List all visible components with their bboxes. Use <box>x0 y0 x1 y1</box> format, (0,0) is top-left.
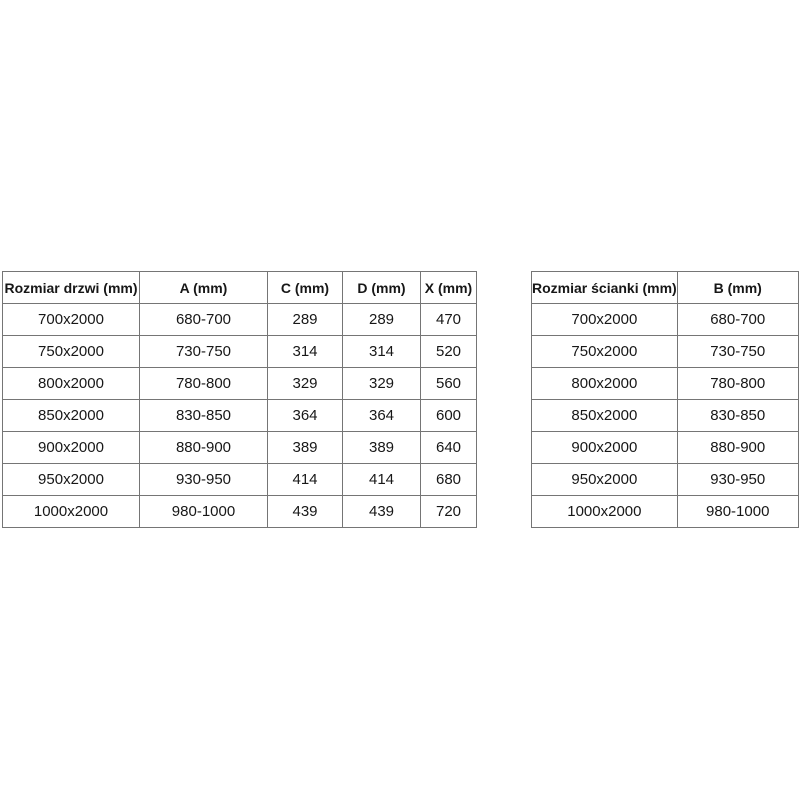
table-cell: 289 <box>343 304 421 336</box>
table-row <box>532 464 799 496</box>
table-row <box>532 432 799 464</box>
table-cell: 329 <box>268 368 343 400</box>
table-cell: 980-1000 <box>140 496 268 528</box>
table-cell: 850x2000 <box>532 400 678 432</box>
table-cell: 520 <box>421 336 477 368</box>
table-cell: 800x2000 <box>532 368 678 400</box>
table-cell: 730-750 <box>677 336 798 368</box>
table-row <box>3 336 477 368</box>
table-cell: 880-900 <box>140 432 268 464</box>
wall-table-body <box>532 304 799 528</box>
table-row <box>532 368 799 400</box>
table-cell: 439 <box>268 496 343 528</box>
door-size-table <box>2 271 477 528</box>
table-row <box>3 304 477 336</box>
table-cell: 470 <box>421 304 477 336</box>
table-cell: 1000x2000 <box>532 496 678 528</box>
table-cell: 680-700 <box>677 304 798 336</box>
dimension-tables <box>2 271 799 528</box>
column-header-d: D (mm) <box>343 272 421 304</box>
table-cell: 780-800 <box>677 368 798 400</box>
wall-size-table <box>531 271 799 528</box>
table-row <box>3 496 477 528</box>
table-row <box>3 432 477 464</box>
table-row <box>532 496 799 528</box>
door-table-body <box>3 304 477 528</box>
table-cell: 439 <box>343 496 421 528</box>
table-cell: 930-950 <box>140 464 268 496</box>
column-header-a: A (mm) <box>140 272 268 304</box>
table-cell: 314 <box>343 336 421 368</box>
table-cell: 1000x2000 <box>3 496 140 528</box>
table-cell: 980-1000 <box>677 496 798 528</box>
table-cell: 600 <box>421 400 477 432</box>
column-header-c: C (mm) <box>268 272 343 304</box>
table-cell: 389 <box>268 432 343 464</box>
table-cell: 800x2000 <box>3 368 140 400</box>
table-cell: 720 <box>421 496 477 528</box>
table-cell: 830-850 <box>140 400 268 432</box>
table-cell: 329 <box>343 368 421 400</box>
table-row <box>3 400 477 432</box>
table-cell: 930-950 <box>677 464 798 496</box>
table-cell: 950x2000 <box>3 464 140 496</box>
table-cell: 289 <box>268 304 343 336</box>
table-cell: 364 <box>343 400 421 432</box>
table-cell: 700x2000 <box>3 304 140 336</box>
table-cell: 850x2000 <box>3 400 140 432</box>
table-cell: 950x2000 <box>532 464 678 496</box>
column-header-b: B (mm) <box>677 272 798 304</box>
table-cell: 880-900 <box>677 432 798 464</box>
table-header-row <box>532 272 799 304</box>
table-row <box>3 368 477 400</box>
table-row <box>3 464 477 496</box>
table-cell: 900x2000 <box>3 432 140 464</box>
table-cell: 830-850 <box>677 400 798 432</box>
table-cell: 389 <box>343 432 421 464</box>
table-cell: 680-700 <box>140 304 268 336</box>
column-header-x: X (mm) <box>421 272 477 304</box>
table-row <box>532 304 799 336</box>
table-cell: 750x2000 <box>3 336 140 368</box>
table-cell: 680 <box>421 464 477 496</box>
table-cell: 414 <box>343 464 421 496</box>
table-cell: 750x2000 <box>532 336 678 368</box>
column-header-rozmiar-scianki: Rozmiar ścianki (mm) <box>532 272 678 304</box>
table-row <box>532 336 799 368</box>
table-cell: 414 <box>268 464 343 496</box>
column-header-rozmiar-drzwi: Rozmiar drzwi (mm) <box>3 272 140 304</box>
table-row <box>532 400 799 432</box>
table-cell: 364 <box>268 400 343 432</box>
table-cell: 314 <box>268 336 343 368</box>
table-cell: 780-800 <box>140 368 268 400</box>
table-cell: 700x2000 <box>532 304 678 336</box>
table-cell: 900x2000 <box>532 432 678 464</box>
table-cell: 640 <box>421 432 477 464</box>
table-cell: 560 <box>421 368 477 400</box>
table-cell: 730-750 <box>140 336 268 368</box>
table-header-row <box>3 272 477 304</box>
